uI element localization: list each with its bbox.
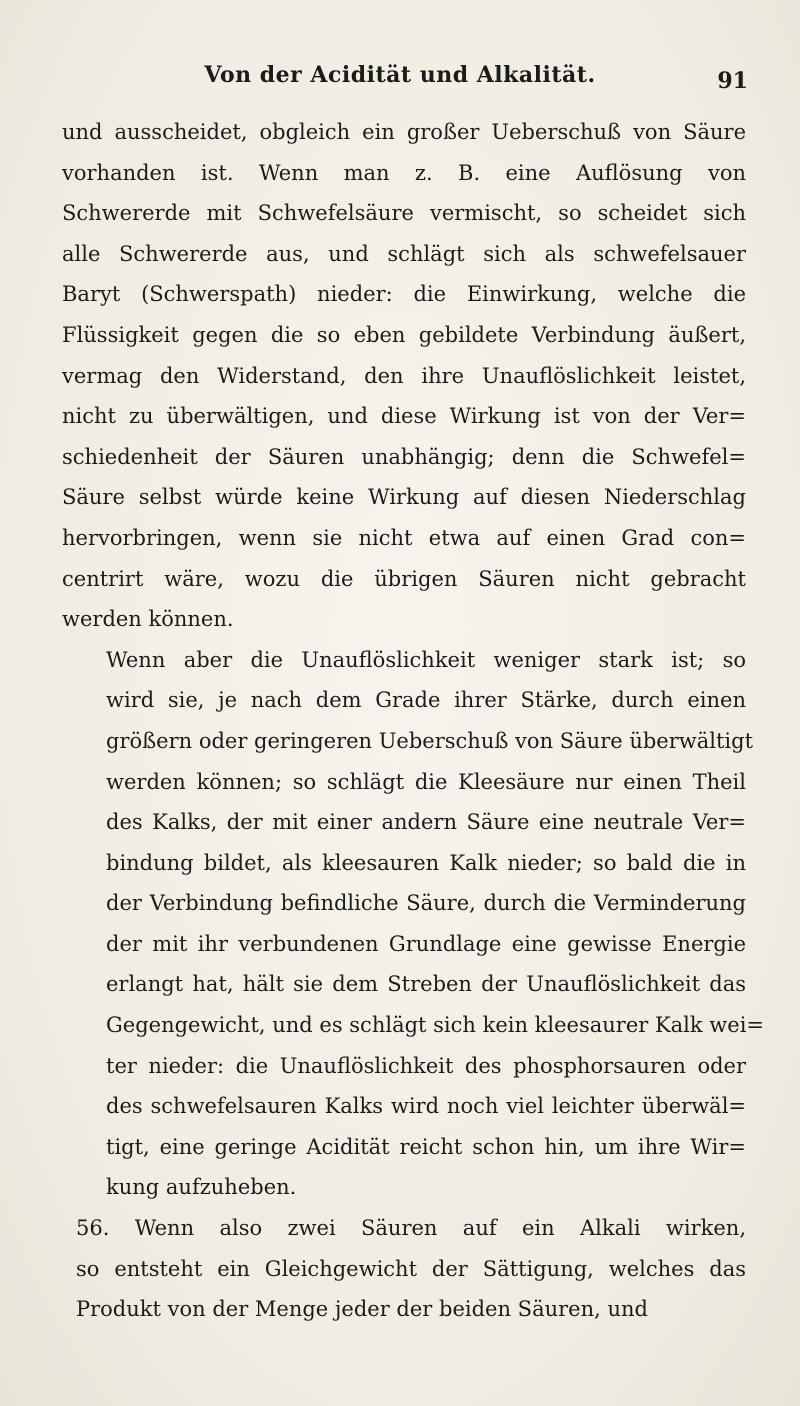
text-line: vermag den Widerstand, den ihre Unauflöslichkeit leistet, [62,363,746,388]
text-line: hervorbringen, wenn sie nicht etwa auf einen Grad con= [62,525,746,550]
text-line: Schwererde mit Schwefelsäure vermischt, so scheidet sich [62,201,746,226]
text-line: der Verbindung befindliche Säure, durch die Verminderung [106,891,746,916]
text-line: erlangt hat, hält sie dem Streben der Unauflöslichkeit das [106,972,746,997]
text-line: alle Schwererde aus, und schlägt sich als schwefelsauer [62,241,746,266]
paragraph-2 [62,640,765,1208]
text-line: 56. Wenn also zwei Säuren auf ein Alkali wirken, [76,1216,746,1241]
paragraph-1 [62,112,746,640]
text-line: der mit ihr verbundenen Grundlage eine gewisse Energie [106,931,746,956]
text-line: schiedenheit der Säuren unabhängig; denn die Schwefel= [62,444,746,469]
text-line: Säure selbst würde keine Wirkung auf diesen Niederschlag [62,485,746,510]
text-line: bindung bildet, als kleesauren Kalk nieder; so bald die in [106,850,746,875]
text-line: Wenn aber die Unauflöslichkeit weniger stark ist; so [106,647,746,672]
paragraph-3 [62,1208,746,1330]
page-header [0,62,800,92]
text-line: des Kalks, der mit einer andern Säure eine neutrale Ver= [106,810,746,835]
text-line: kung aufzuheben. [106,1175,297,1200]
text-line: des schwefelsauren Kalks wird noch viel leichter überwäl= [106,1094,746,1119]
text-line: ter nieder: die Unauflöslichkeit des phosphorsauren oder [106,1053,746,1078]
page-number: 91 [717,68,748,94]
text-line: centrirt wäre, wozu die übrigen Säuren nicht gebracht [62,566,746,591]
text-line: nicht zu überwältigen, und diese Wirkung ist von der Ver= [62,404,746,429]
text-line: so entsteht ein Gleichgewicht der Sättigung, welches das [76,1256,746,1281]
text-line: Flüssigkeit gegen die so eben gebildete Verbindung äußert, [62,322,746,347]
text-line: werden können. [62,607,234,632]
running-title: Von der Acidität und Alkalität. [204,62,596,88]
body-text [62,112,765,1330]
text-line: tigt, eine geringe Acidität reicht schon hin, um ihre Wir= [106,1134,746,1159]
text-line: wird sie, je nach dem Grade ihrer Stärke, durch einen [106,688,746,713]
text-line: und ausscheidet, obgleich ein großer Ueberschuß von Säure [62,120,746,144]
text-line: größern oder geringeren Ueberschuß von Säure überwältigt [106,728,754,753]
text-line: Gegengewicht, und es schlägt sich kein kleesaurer Kalk wei= [106,1013,765,1038]
text-line: vorhanden ist. Wenn man z. B. eine Auflösung von [62,160,746,185]
text-line: Baryt (Schwerspath) nieder: die Einwirkung, welche die [62,282,746,307]
text-line: Produkt von der Menge jeder der beiden Säuren, und [76,1297,648,1322]
text-line: werden können; so schlägt die Kleesäure nur einen Theil [106,769,746,794]
